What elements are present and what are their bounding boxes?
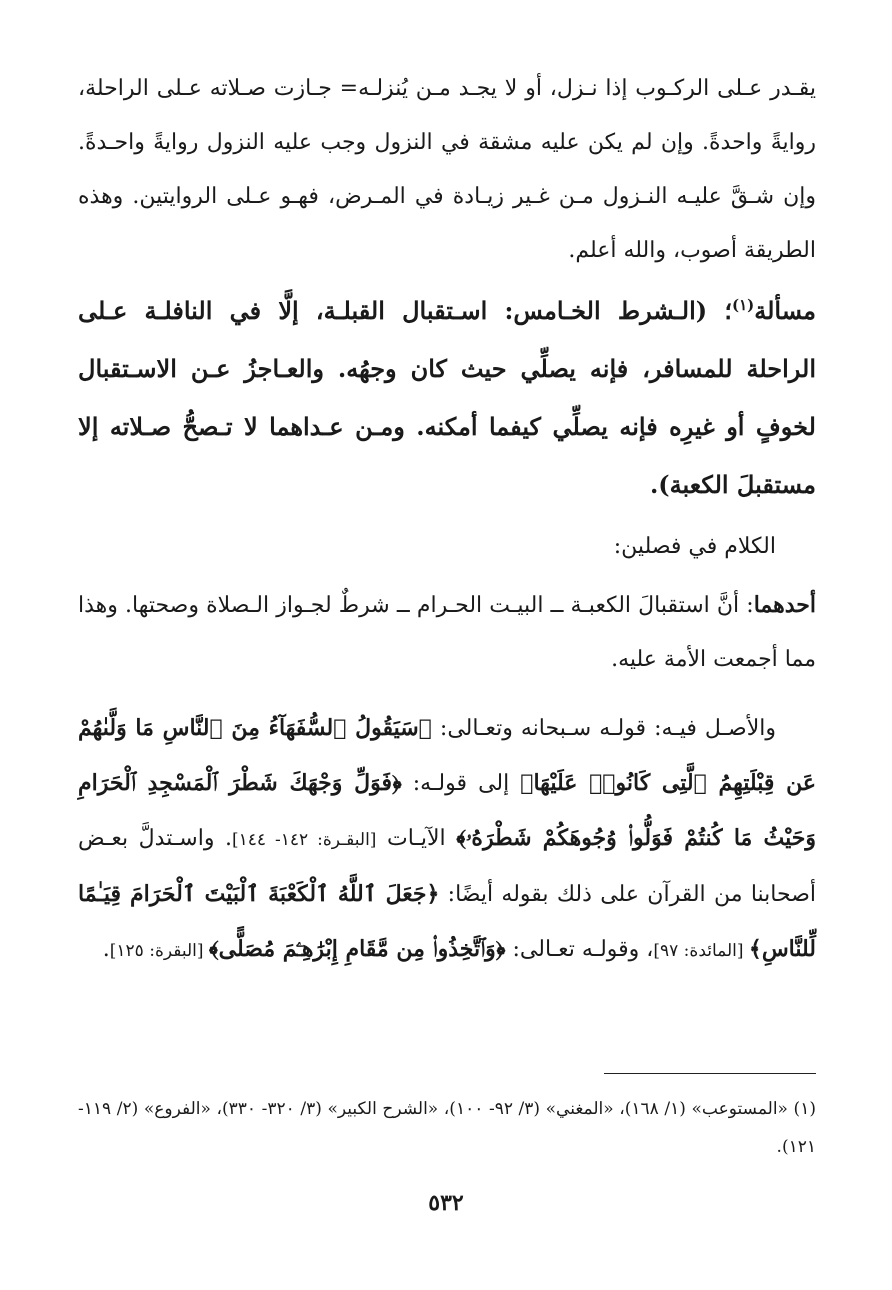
kalam-line: الكلام في فصلين: — [613, 534, 776, 559]
wa-qawluh: ، وقولـه تعـالى: — [505, 937, 654, 962]
verse-reference-1: [البقـرة: ١٤٢- ١٤٤] — [232, 830, 377, 850]
masala-paragraph — [78, 282, 816, 514]
paragraph-riding: يقـدر عـلى الركـوب إذا نـزل، أو لا يجـد مـن يُنزلـه= جـازت صـلاته عـلى الراحلة، روايةً واحدةً. وإن لم يكن عليه مشقة في النزول وجب عليه النزول روايةً واحـدةً. وإن شـقَّ عليـه النـزول مـن غـير زيـادة في المـرض، فهـو عـلى الروايتين. وهذه الطريقة أصوب، والله أعلم. — [78, 76, 816, 263]
verse-reference-3: [البقرة: ١٢٥] — [109, 941, 209, 961]
footnote-ref[interactable]: (١) — [731, 296, 755, 314]
masala-text: ؛ (الـشرط الخـامس: اسـتقبال القبلـة، إلَّا في النافلـة عـلى الراحلة للمسافر، فإنه يصلِّي حيث كان وجهُه. والعـاجزُ عـن الاسـتقبال لخوفٍ أو غيرِه فإنه يصلِّي كيفما أمكنه. ومـن عـداهما لا تـصحُّ صـلاته إلا مستقبلَ الكعبة). — [78, 296, 816, 499]
evidence-paragraph — [78, 701, 816, 978]
page-body — [78, 62, 816, 978]
page-number: ٥٣٢ — [428, 1190, 464, 1216]
verse-reference-2: [المائدة: ٩٧] — [653, 941, 749, 961]
first-section-paragraph — [78, 578, 816, 687]
end-period: . — [102, 937, 110, 962]
evidence-intro: والأصـل فيـه: قولـه سـبحانه وتعـالى: — [431, 716, 776, 741]
first-section-label: أحدهما — [753, 592, 816, 618]
first-section-text: : أنَّ استقبالَ الكعبـة ــ البيـت الحـرام ــ شرطٌ لجـواز الـصلاة وصحتها. وهذا مما أجمعت الأمة عليه. — [78, 593, 816, 672]
footnote-1: (١) «المستوعب» (١/ ١٦٨)، «المغني» (٣/ ٩٢- ١٠٠)، «الشرح الكبير» (٣/ ٣٢٠- ٣٣٠)، «الفروع» (٢/ ١١٩- ١٢١). — [78, 1099, 816, 1157]
footnote-divider — [604, 1073, 816, 1074]
quran-verse-4: ﴿وَٱتَّخِذُوا۟ مِن مَّقَامِ إِبْرَٰهِـۧمَ مُصَلًّى﴾ — [208, 936, 506, 962]
quran-verse-3: ﴿جَعَلَ ٱللَّهُ ٱلْكَعْبَةَ ٱلْبَيْتَ ٱلْحَرَامَ قِيَـٰمًا لِّلنَّاسِ﴾ — [78, 881, 816, 962]
masala-label: مسألة — [754, 296, 816, 325]
footnotes — [78, 1090, 816, 1166]
ayat-word: الآيـات — [376, 826, 457, 851]
quran-verse-2: ﴿فَوَلِّ وَجْهَكَ شَطْرَ ٱلْمَسْجِدِ ٱلْحَرَامِ وَحَيْثُ مَا كُنتُمْ فَوَلُّوا۟ وُجُوهَكُمْ شَطْرَهُۥ﴾ — [78, 770, 816, 851]
istadall-text: . واسـتدلَّ بعـض أصحابنا من القرآن على ذلك بقوله أيضًا: — [78, 826, 816, 907]
ila-qawlih: إلى قولـه: — [401, 771, 521, 796]
quran-verse-1: ﴿سَيَقُولُ ٱلسُّفَهَآءُ مِنَ ٱلنَّاسِ مَا وَلَّىٰهُمْ عَن قِبْلَتِهِمُ ٱلَّتِى كَانُوا۟ عَلَيْهَا﴾ — [78, 715, 816, 796]
